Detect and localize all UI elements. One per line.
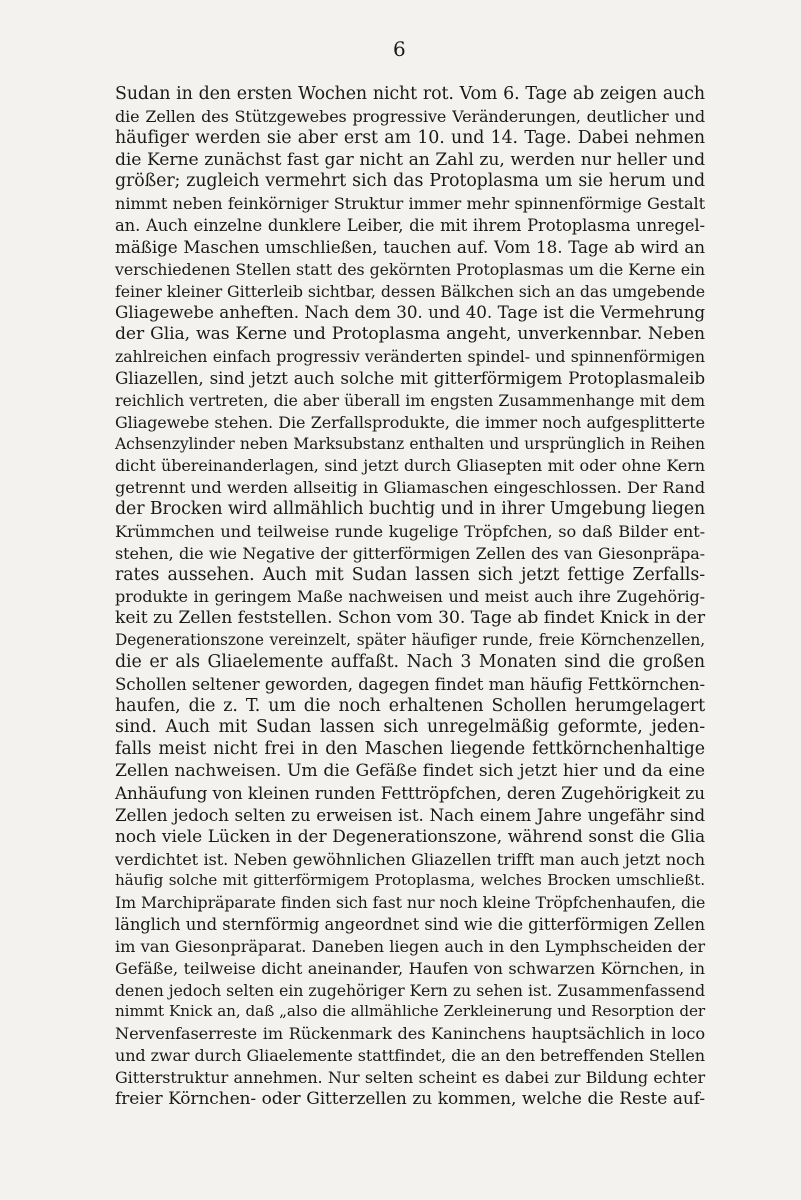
text-line: häufiger werden sie aber erst am 10. und 14. Tage. Dabei nehmen bbox=[115, 127, 705, 148]
page-number: 6 bbox=[393, 37, 406, 61]
text-line: die Kerne zunächst fast gar nicht an Zahl zu, werden nur heller und bbox=[115, 149, 705, 170]
text-line: die er als Gliaelemente auffaßt. Nach 3 Monaten sind die großen bbox=[115, 651, 705, 672]
text-line: Krümmchen und teilweise runde kugelige Tröpfchen, so daß Bilder ent- bbox=[115, 521, 705, 541]
text-line: an. Auch einzelne dunklere Leiber, die mit ihrem Protoplasma unregel- bbox=[115, 216, 705, 236]
text-line: freier Körnchen- oder Gitterzellen zu kommen, welche die Reste auf- bbox=[115, 1088, 705, 1109]
text-line: häufig solche mit gitterförmigem Protoplasma, welches Brocken umschließt. bbox=[115, 871, 705, 890]
text-line: verdichtet ist. Neben gewöhnlichen Gliazellen trifft man auch jetzt noch bbox=[115, 849, 705, 869]
text-line: Degenerationszone vereinzelt, später häufiger runde, freie Körnchenzellen, bbox=[115, 631, 705, 650]
body-text bbox=[115, 84, 705, 1111]
text-line: Nervenfaserreste im Rückenmark des Kaninchens hauptsächlich in loco bbox=[115, 1024, 705, 1044]
text-line: keit zu Zellen feststellen. Schon vom 30. Tage ab findet Knick in der bbox=[115, 608, 705, 629]
text-line: Zellen jedoch selten zu erweisen ist. Nach einem Jahre ungefähr sind bbox=[115, 804, 705, 825]
text-line: zahlreichen einfach progressiv veränderten spindel- und spinnenförmigen bbox=[115, 347, 705, 367]
text-line: länglich und sternförmig angeordnet sind wie die gitterförmigen Zellen bbox=[115, 915, 705, 935]
text-line: noch viele Lücken in der Degenerationszone, während sonst die Glia bbox=[115, 826, 705, 847]
text-line: nimmt neben feinkörniger Struktur immer mehr spinnenförmige Gestalt bbox=[115, 194, 705, 214]
text-line: feiner kleiner Gitterleib sichtbar, dessen Bälkchen sich an das umgebende bbox=[115, 281, 705, 301]
text-line: mäßige Maschen umschließen, tauchen auf. Vom 18. Tage ab wird an bbox=[115, 236, 705, 257]
text-line: Gefäße, teilweise dicht aneinander, Haufen von schwarzen Körnchen, in bbox=[115, 958, 705, 978]
text-line: Gliagewebe anheften. Nach dem 30. und 40. Tage ist die Vermehrung bbox=[115, 302, 705, 323]
text-line: der Glia, was Kerne und Protoplasma angeht, unverkennbar. Neben bbox=[115, 324, 705, 345]
text-line: getrennt und werden allseitig in Gliamaschen eingeschlossen. Der Rand bbox=[115, 478, 705, 498]
text-line: Sudan in den ersten Wochen nicht rot. Vom 6. Tage ab zeigen auch bbox=[115, 84, 705, 104]
text-line: Gitterstruktur annehmen. Nur selten scheint es dabei zur Bildung echter bbox=[115, 1067, 705, 1087]
text-line: Achsenzylinder neben Marksubstanz enthalten und ursprünglich in Reihen bbox=[115, 434, 705, 453]
text-line: Zellen nachweisen. Um die Gefäße findet sich jetzt hier und da eine bbox=[115, 761, 705, 782]
text-line: Schollen seltener geworden, dagegen findet man häufig Fettkörnchen- bbox=[115, 674, 705, 694]
text-line: Gliagewebe stehen. Die Zerfallsprodukte, die immer noch aufgesplitterte bbox=[115, 412, 705, 432]
text-line: Im Marchipräparate finden sich fast nur noch kleine Tröpfchenhaufen, die bbox=[115, 893, 706, 913]
text-line: Gliazellen, sind jetzt auch solche mit gitterförmigem Protoplasmaleib bbox=[115, 367, 705, 388]
text-line: produkte in geringem Maße nachweisen und meist auch ihre Zugehörig- bbox=[115, 587, 705, 607]
text-line: im van Giesonpräparat. Daneben liegen auch in den Lymphscheiden der bbox=[115, 936, 705, 956]
text-line: haufen, die z. T. um die noch erhaltenen Schollen herumgelagert bbox=[115, 695, 705, 716]
text-line: rates aussehen. Auch mit Sudan lassen sich jetzt fettige Zerfalls- bbox=[115, 564, 705, 585]
text-line: falls meist nicht frei in den Maschen liegende fettkörnchenhaltige bbox=[115, 739, 705, 760]
text-line: Anhäufung von kleinen runden Fetttröpfchen, deren Zugehörigkeit zu bbox=[115, 783, 705, 803]
text-line: der Brocken wird allmählich buchtig und in ihrer Umgebung liegen bbox=[115, 499, 706, 520]
text-line: verschiedenen Stellen statt des gekörnten Protoplasmas um die Kerne ein bbox=[115, 259, 705, 279]
text-line: nimmt Knick an, daß „also die allmähliche Zerkleinerung und Resorption der bbox=[115, 1002, 705, 1021]
text-line: die Zellen des Stützgewebes progressive Veränderungen, deutlicher und bbox=[115, 106, 705, 126]
text-line: stehen, die wie Negative der gitterförmigen Zellen des van Giesonpräpa- bbox=[115, 543, 705, 563]
text-line: sind. Auch mit Sudan lassen sich unregelmäßig geformte, jeden- bbox=[115, 717, 705, 738]
text-line: dicht übereinanderlagen, sind jetzt durch Gliasepten mit oder ohne Kern bbox=[115, 456, 705, 476]
text-line: denen jedoch selten ein zugehöriger Kern zu sehen ist. Zusammenfassend bbox=[115, 980, 705, 1000]
text-line: und zwar durch Gliaelemente stattfindet, die an den betreffenden Stellen bbox=[115, 1046, 705, 1066]
text-line: reichlich vertreten, die aber überall im engsten Zusammenhange mit dem bbox=[115, 390, 705, 410]
text-line: größer; zugleich vermehrt sich das Protoplasma um sie herum und bbox=[115, 171, 705, 192]
